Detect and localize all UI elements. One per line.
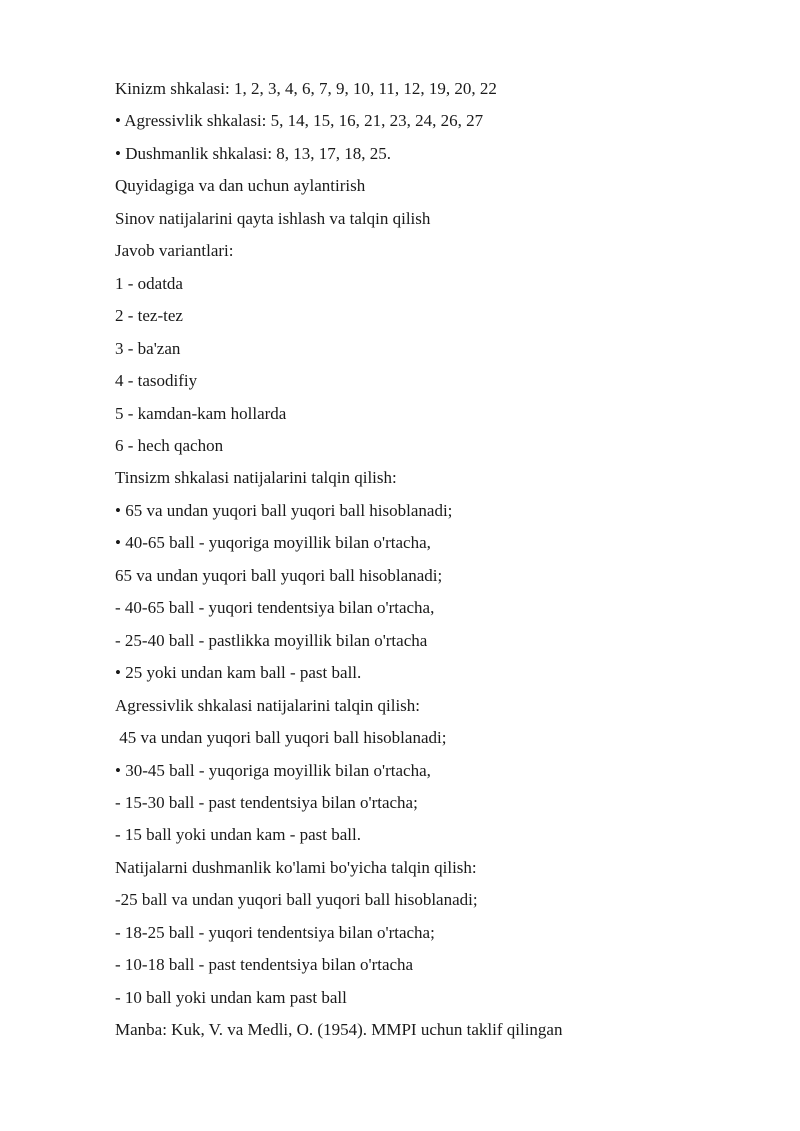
- text-line: - 10-18 ball - past tendentsiya bilan o'rtacha: [115, 955, 414, 975]
- text-line: • 30-45 ball - yuqoriga moyillik bilan o'rtacha,: [115, 760, 431, 780]
- text-line: 45 va undan yuqori ball yuqori ball hisoblanadi;: [115, 728, 447, 748]
- text-line: 3 - ba'zan: [115, 338, 181, 358]
- text-line: -25 ball va undan yuqori ball yuqori ball hisoblanadi;: [115, 890, 478, 910]
- text-line: 4 - tasodifiy: [115, 371, 198, 391]
- text-line: 5 - kamdan-kam hollarda: [115, 403, 287, 423]
- text-line: 6 - hech qachon: [115, 435, 224, 455]
- text-line: Natijalarni dushmanlik ko'lami bo'yicha talqin qilish:: [115, 857, 477, 877]
- text-line: 2 - tez-tez: [115, 306, 183, 326]
- document-text: [115, 73, 562, 1047]
- text-line: • Agressivlik shkalasi: 5, 14, 15, 16, 21, 23, 24, 26, 27: [115, 111, 484, 131]
- text-line: 1 - odatda: [115, 273, 183, 293]
- text-line: - 15-30 ball - past tendentsiya bilan o'rtacha;: [115, 792, 418, 812]
- text-line: - 25-40 ball - pastlikka moyillik bilan o'rtacha: [115, 630, 428, 650]
- text-line: Tinsizm shkalasi natijalarini talqin qilish:: [115, 468, 397, 488]
- text-line: Javob variantlari:: [115, 241, 234, 261]
- text-line: • 40-65 ball - yuqoriga moyillik bilan o'rtacha,: [115, 533, 431, 553]
- text-line: - 10 ball yoki undan kam past ball: [115, 987, 347, 1007]
- text-line: Manba: Kuk, V. va Medli, O. (1954). MMPI uchun taklif qilingan: [115, 1020, 563, 1040]
- text-line: Agressivlik shkalasi natijalarini talqin qilish:: [115, 695, 421, 715]
- text-line: • Dushmanlik shkalasi: 8, 13, 17, 18, 25.: [115, 143, 392, 163]
- text-line: - 15 ball yoki undan kam - past ball.: [115, 825, 361, 845]
- text-line: 65 va undan yuqori ball yuqori ball hisoblanadi;: [115, 565, 443, 585]
- text-line: • 65 va undan yuqori ball yuqori ball hisoblanadi;: [115, 500, 453, 520]
- text-line: Kinizm shkalasi: 1, 2, 3, 4, 6, 7, 9, 10, 11, 12, 19, 20, 22: [115, 79, 497, 98]
- text-line: - 18-25 ball - yuqori tendentsiya bilan o'rtacha;: [115, 922, 435, 942]
- text-line: • 25 yoki undan kam ball - past ball.: [115, 663, 362, 683]
- text-line: - 40-65 ball - yuqori tendentsiya bilan o'rtacha,: [115, 598, 435, 618]
- text-line: Sinov natijalarini qayta ishlash va talqin qilish: [115, 208, 431, 228]
- text-line: Quyidagiga va dan uchun aylantirish: [115, 176, 366, 196]
